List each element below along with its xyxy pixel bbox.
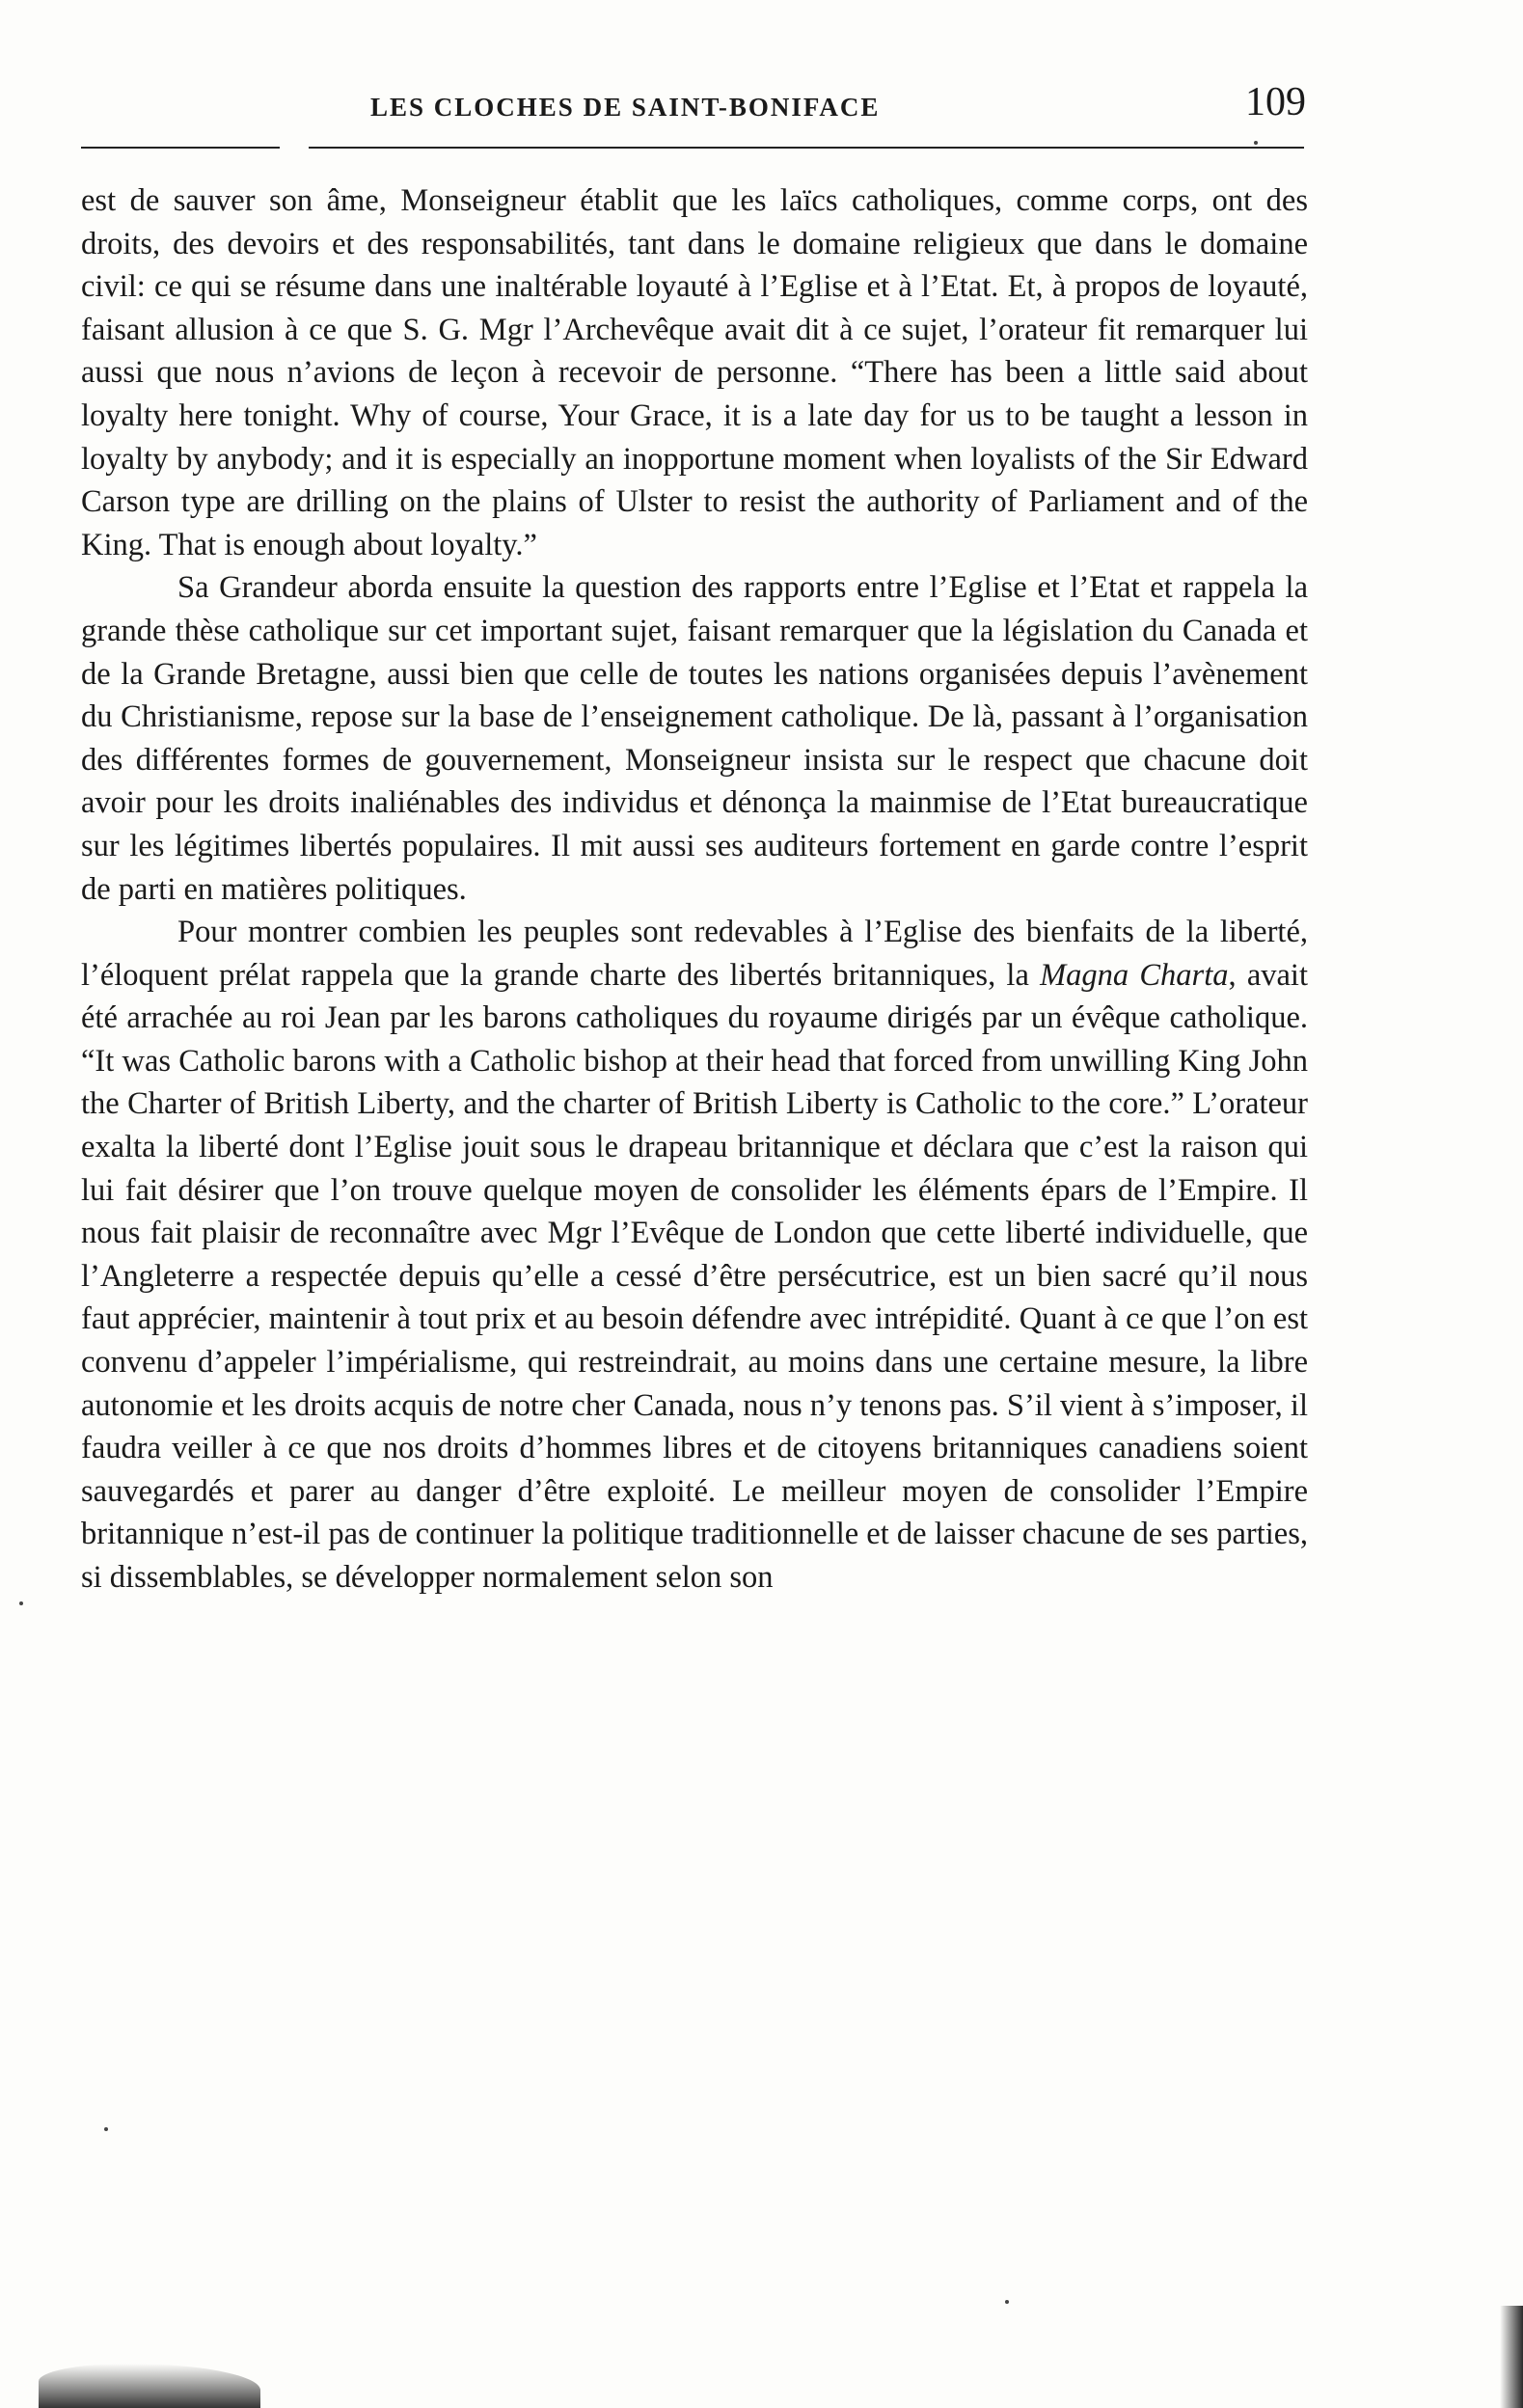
- paragraph-3-text-start: Pour montrer combien les peuples sont redevables à l’Eglise des bienfaits de la liberté, l’éloquent prélat rappela que la grande charte des libertés britanniques, la: [81, 915, 1308, 993]
- scan-edge-shadow: [1500, 2306, 1523, 2408]
- paragraph-1: est de sauver son âme, Monseigneur établit que les laïcs catholiques, comme corps, ont des droits, des devoirs et des responsabilités, tant dans le domaine religieux que dans le domaine civil: ce qui se résume dans une inaltérable loyauté à l’Eglise et à l’Etat. Et, à propos de loyauté, faisant allusion à ce que S. G. Mgr l’Archevêque avait dit à ce sujet, l’orateur fit remarquer lui aussi que nous n’avions de leçon à recevoir de personne. “There has been a little said about loyalty here tonight. Why of course, Your Grace, it is a late day for us to be taught a lesson in loyalty by anybody; and it is especially an inopportune moment when loyalists of the Sir Edward Carson type are drilling on the plains of Ulster to resist the authority of Parliament and of the King. That is enough about loyalty.”: [81, 183, 1308, 562]
- paragraph-2: Sa Grandeur aborda ensuite la question des rapports entre l’Eglise et l’Etat et rappela la grande thèse catholique sur cet important sujet, faisant remarquer que la législation du Canada et de la Grande Bretagne, aussi bien que celle de toutes les nations organisées depuis l’avènement du Christianisme, repose sur la base de l’enseignement catholique. De là, passant à l’organisation des différentes formes de gouvernement, Monseigneur insista sur le respect que chacune doit avoir pour les droits inaliénables des individus et dénonça la mainmise de l’Etat bureaucratique sur les légitimes libertés populaires. Il mit aussi ses auditeurs fortement en garde contre l’esprit de parti en matières politiques.: [81, 570, 1308, 907]
- header-rule: [81, 147, 1304, 149]
- body-text: [81, 179, 1308, 1600]
- header-rule-gap: [280, 145, 309, 150]
- scan-speck: [19, 1601, 23, 1605]
- magna-charta-italic: Magna Charta: [1040, 957, 1229, 993]
- paragraph-3-text-end: , avait été arrachée au roi Jean par les barons catholiques du royaume dirigés par un évêque catholique. “It was Catholic barons with a Catholic bishop at their head that forced from unwilling King John the Charter of British Liberty, and the charter of British Liberty is Catholic to the core.” L’orateur exalta la liberté dont l’Eglise jouit sous le drapeau britannique et déclara que c’est la raison qui lui fait désirer que l’on trouve quelque moyen de consolider les éléments épars de l’Empire. Il nous fait plaisir de reconnaître avec Mgr l’Evêque de London que cette liberté individuelle, que l’Angleterre a respectée depuis qu’elle a cessé d’être persécutrice, est un bien sacré qu’il nous faut apprécier, maintenir à tout prix et au besoin défendre avec intrépidité. Quant à ce que l’on est convenu d’appeler l’impérialisme, qui restreindrait, au moins dans une certaine mesure, la libre autonomie et les droits acquis de notre cher Canada, nous n’y tenons pas. S’il vient à s’imposer, il faudra veiller à ce que nos droits d’hommes libres et de citoyens britanniques canadiens soient sauvegardés et parer au danger d’être exploité. Le meilleur moyen de consolider l’Empire britannique n’est-il pas de continuer la politique traditionnelle et de laisser chacune de ses parties, si dissemblables, se développer normalement selon son: [81, 957, 1308, 1595]
- scan-speck: [104, 2127, 108, 2131]
- page-header: [81, 75, 1316, 133]
- scan-speck: [1005, 2300, 1009, 2304]
- running-head: LES CLOCHES DE SAINT-BONIFACE: [370, 93, 881, 122]
- paragraph-3: [81, 911, 1308, 1600]
- scan-speck: [1254, 141, 1258, 145]
- scan-smudge: [39, 2364, 260, 2408]
- page-number: 109: [1245, 80, 1306, 124]
